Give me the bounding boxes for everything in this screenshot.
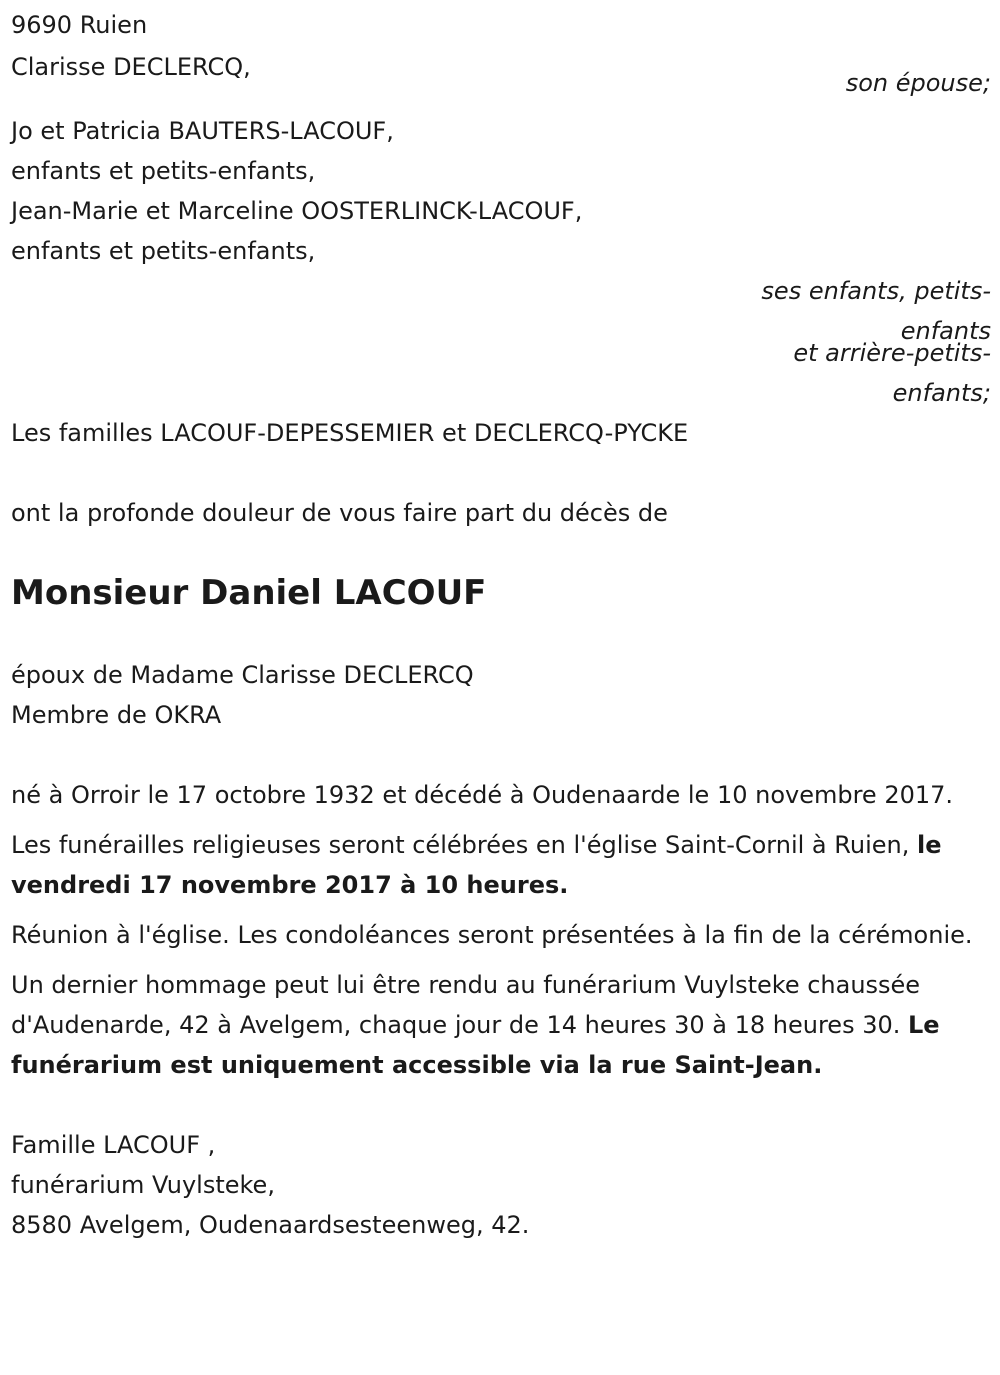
children-role-line-4: enfants; [892,379,991,407]
deceased-name: Monsieur Daniel LACOUF [11,573,487,613]
children-role-line-1: ses enfants, petits- [761,277,991,305]
child-line: Jean-Marie et Marceline OOSTERLINCK-LACOUF, [11,197,583,225]
tribute-text: Un dernier hommage peut lui être rendu au funérarium Vuylsteke chaussée d'Audenarde, 42 à Avelgem, chaque jour de 14 heures 30 à 18 heures 30. [11,971,921,1039]
spouse-role: son épouse; [845,69,991,97]
obituary-notice [11,5,991,1245]
locality: 9690 Ruien [11,11,148,39]
tribute-note: Le funérarium est uniquement accessible via la rue Saint-Jean. [11,1011,940,1079]
birth-death: né à Orroir le 17 octobre 1932 et décédé à Oudenaarde le 10 novembre 2017. [11,781,954,809]
footer-funeral-home: funérarium Vuylsteke, [11,1171,275,1199]
relation: époux de Madame Clarisse DECLERCQ [11,661,474,689]
child-line: Jo et Patricia BAUTERS-LACOUF, [11,117,394,145]
funeral-info [11,825,981,905]
children-role-line-3: et arrière-petits- [793,339,991,367]
other-families: Les familles LACOUF-DEPESSEMIER et DECLERCQ-PYCKE [11,419,689,447]
children-list [11,111,991,271]
funeral-date: le vendredi 17 novembre 2017 à 10 heures. [11,831,942,899]
spouse-name: Clarisse DECLERCQ, [11,53,251,81]
children-role-line-2: enfants [900,317,991,345]
footer-family: Famille LACOUF , [11,1131,216,1159]
child-line: enfants et petits-enfants, [11,237,316,265]
child-line: enfants et petits-enfants, [11,157,316,185]
tribute-info [11,965,981,1085]
membership: Membre de OKRA [11,701,222,729]
footer-address: 8580 Avelgem, Oudenaardsesteenweg, 42. [11,1211,530,1239]
funeral-text: Les funérailles religieuses seront célébrées en l'église Saint-Cornil à Ruien, [11,831,917,859]
gathering-info: Réunion à l'église. Les condoléances seront présentées à la fin de la cérémonie. [11,921,973,949]
announcement-intro: ont la profonde douleur de vous faire part du décès de [11,499,668,527]
